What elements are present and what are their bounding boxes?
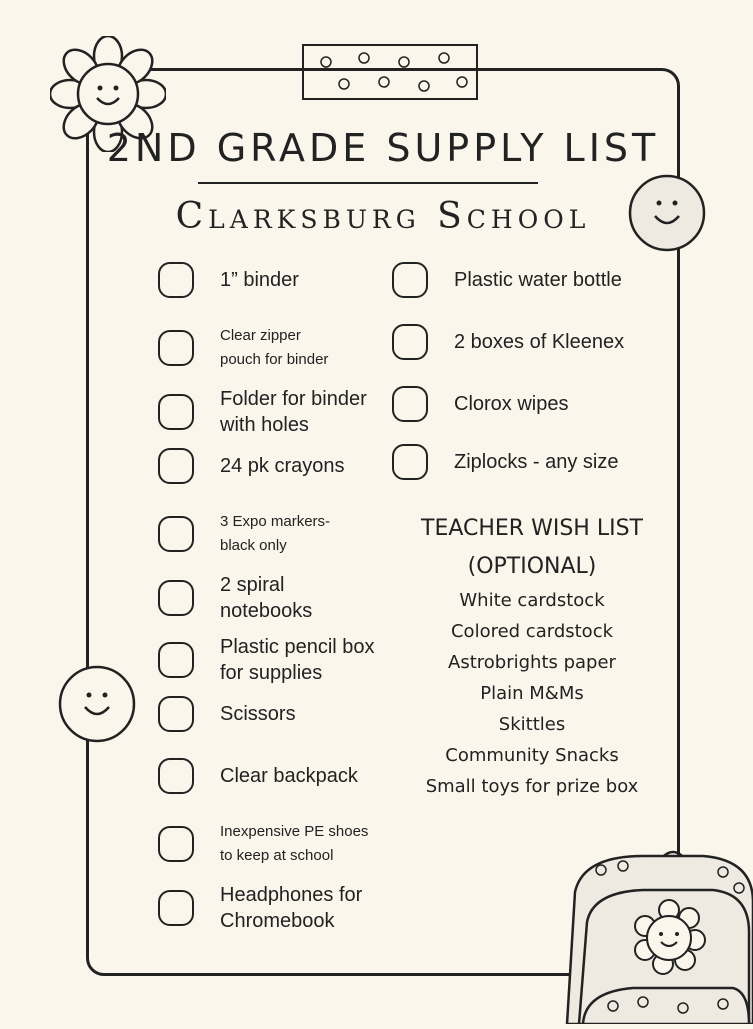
item-label: 24 pk crayons bbox=[220, 455, 345, 477]
checklist-item bbox=[158, 262, 299, 298]
wish-list-item: Community Snacks bbox=[445, 745, 619, 766]
item-label: Plastic pencil box for supplies bbox=[220, 636, 375, 684]
checklist-item bbox=[158, 758, 358, 794]
item-label: Headphones for Chromebook bbox=[220, 884, 363, 932]
checklist-item bbox=[158, 882, 390, 934]
item-label: Folder for binder with holes bbox=[220, 388, 367, 436]
checkbox[interactable] bbox=[158, 758, 194, 794]
checkbox[interactable] bbox=[392, 444, 428, 480]
wish-list-item: Plain M&Ms bbox=[480, 683, 584, 704]
checklist-item bbox=[392, 262, 622, 298]
smiley-face-icon bbox=[56, 663, 138, 750]
checkbox[interactable] bbox=[158, 890, 194, 926]
checkbox[interactable] bbox=[158, 394, 194, 430]
checklist-item bbox=[158, 572, 330, 624]
checklist-item bbox=[158, 696, 296, 732]
checklist-item bbox=[158, 324, 340, 372]
item-label: Scissors bbox=[220, 703, 296, 725]
checkbox[interactable] bbox=[392, 324, 428, 360]
checklist-item bbox=[158, 820, 380, 868]
item-label: Ziplocks - any size bbox=[454, 451, 619, 473]
wish-list-item: Skittles bbox=[498, 714, 566, 735]
item-label: Plastic water bottle bbox=[454, 269, 622, 291]
school-name: Clarksburg School bbox=[175, 196, 591, 237]
wish-list-item: Colored cardstock bbox=[450, 621, 614, 642]
wish-list-subheading: (OPTIONAL) bbox=[467, 554, 597, 579]
checklist-item bbox=[392, 324, 624, 360]
checkbox[interactable] bbox=[158, 642, 194, 678]
checkbox[interactable] bbox=[158, 826, 194, 862]
wish-list-heading: TEACHER WISH LIST bbox=[421, 516, 643, 541]
item-label: 1” binder bbox=[220, 269, 299, 291]
item-label: Clorox wipes bbox=[454, 393, 569, 415]
checkbox[interactable] bbox=[158, 516, 194, 552]
item-label: Clear backpack bbox=[220, 765, 358, 787]
checklist-item bbox=[392, 444, 619, 480]
checkbox[interactable] bbox=[158, 696, 194, 732]
item-label: 2 boxes of Kleenex bbox=[454, 331, 625, 353]
backpack-icon bbox=[553, 842, 753, 1029]
checkbox[interactable] bbox=[158, 262, 194, 298]
wish-list-item: Small toys for prize box bbox=[425, 776, 639, 797]
item-label: Inexpensive PE shoes to keep at school bbox=[220, 823, 369, 864]
checklist-item bbox=[158, 634, 390, 686]
title-underline bbox=[198, 182, 538, 184]
item-label: Clear zipper pouch for binder bbox=[220, 327, 329, 368]
checkbox[interactable] bbox=[392, 262, 428, 298]
item-label: 3 Expo markers- black only bbox=[220, 513, 331, 554]
checkbox[interactable] bbox=[158, 448, 194, 484]
item-label: 2 spiral notebooks bbox=[220, 574, 313, 622]
checkbox[interactable] bbox=[158, 330, 194, 366]
checklist-item bbox=[158, 510, 360, 558]
checkbox[interactable] bbox=[158, 580, 194, 616]
checklist-item bbox=[158, 448, 345, 484]
wish-list-item: White cardstock bbox=[459, 590, 605, 611]
checkbox[interactable] bbox=[392, 386, 428, 422]
checklist-item bbox=[392, 386, 568, 422]
wish-list-item: Astrobrights paper bbox=[448, 652, 616, 673]
page-title: 2ND GRADE SUPPLY LIST bbox=[106, 126, 660, 170]
checklist-item bbox=[158, 386, 390, 438]
